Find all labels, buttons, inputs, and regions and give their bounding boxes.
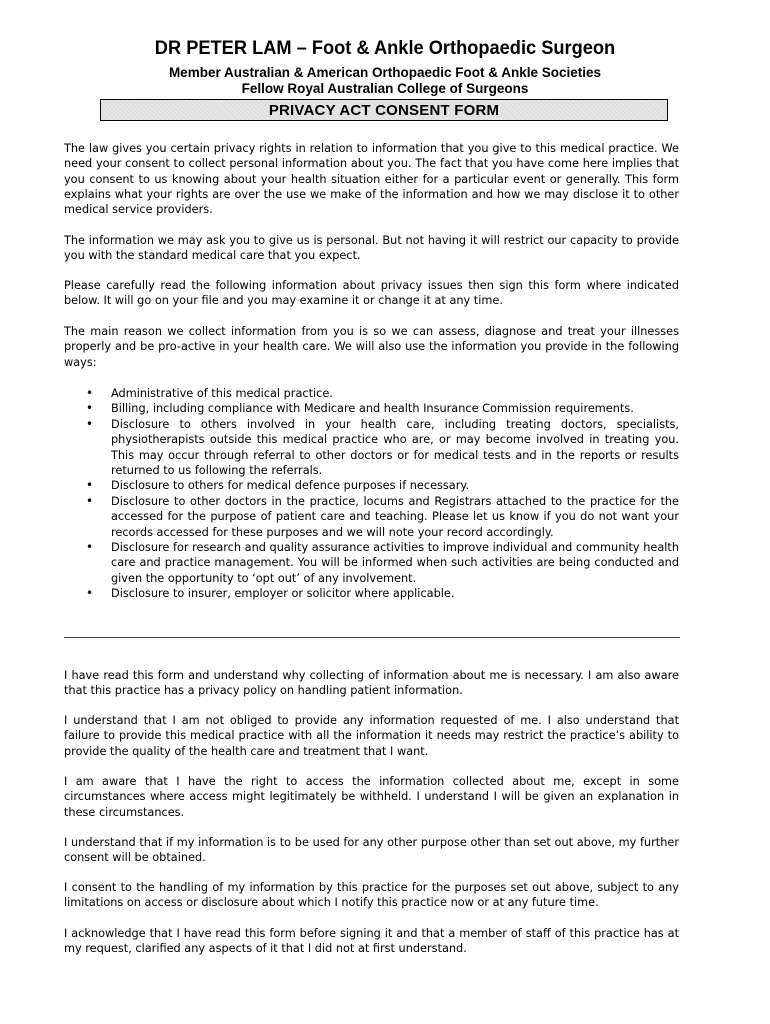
declaration-6 <box>64 926 679 957</box>
list-item <box>64 401 679 416</box>
list-item-text: Administrative of this medical practice. <box>111 387 333 400</box>
section-divider <box>64 637 680 638</box>
doctor-title: DR PETER LAM – Foot & Ankle Orthopaedic Surgeon <box>154 38 616 59</box>
bullet-icon: • <box>86 386 94 400</box>
membership-line: Member Australian & American Orthopaedic Foot & Ankle Societies <box>168 65 602 80</box>
paragraph-text: I acknowledge that I have read this form before signing it and that a member of staff of this practice has at my request, clarified any aspects of it that I did not at first understand. <box>64 927 679 956</box>
paragraph-text: I understand that if my information is to be used for any other purpose other than set out above, my further consent will be obtained. <box>64 836 679 865</box>
information-uses-list <box>64 386 679 602</box>
list-item <box>64 494 679 540</box>
declaration-2 <box>64 713 679 759</box>
paragraph-text: Please carefully read the following information about privacy issues then sign this form where indicated below. It will go on your file and you may examine it or change it at any time. <box>64 279 679 308</box>
paragraph-text: The information we may ask you to give us is personal. But not having it will restrict our capacity to provide you with the standard medical care that you expect. <box>64 234 679 263</box>
bullet-icon: • <box>86 586 94 601</box>
list-item-text: Disclosure to insurer, employer or solicitor where applicable. <box>111 587 455 601</box>
declaration-1 <box>64 668 679 699</box>
paragraph-text: The main reason we collect information from you is so we can assess, diagnose and treat your illnesses properly and be pro-active in your health care. We will also use the information you provide in the following ways: <box>64 325 679 369</box>
list-item-text: Billing, including compliance with Medicare and health Insurance Commission requirements. <box>111 402 634 416</box>
declaration-4 <box>64 835 679 866</box>
list-item-text: Disclosure to others for medical defence purposes if necessary. <box>111 479 470 493</box>
bullet-icon: • <box>86 401 94 416</box>
paragraph-text: I have read this form and understand why collecting of information about me is necessary. I am also aware that this practice has a privacy policy on handling patient information. <box>64 669 679 698</box>
list-item <box>64 540 679 586</box>
list-item-text: Disclosure for research and quality assurance activities to improve individual and community health care and practice management. You will be informed when such activities are being conducted and given the opportunity to ‘opt out’ of any involvement. <box>111 541 679 585</box>
form-title: PRIVACY ACT CONSENT FORM <box>268 101 500 119</box>
bullet-icon: • <box>86 478 94 493</box>
form-title-box <box>100 99 668 121</box>
paragraph-text: I am aware that I have the right to access the information collected about me, except in some circumstances where access might legitimately be withheld. I understand I will be given an explanation in these circumstances. <box>64 775 679 819</box>
declaration-5 <box>64 880 679 911</box>
fellowship-line: Fellow Royal Australian College of Surgeons <box>241 81 529 96</box>
bullet-icon: • <box>86 416 94 431</box>
paragraph-text: I consent to the handling of my information by this practice for the purposes set out above, subject to any limitations on access or disclosure about which I notify this practice now or at any future time. <box>64 881 679 910</box>
list-item <box>64 478 679 493</box>
list-item <box>64 417 679 479</box>
intro-paragraph-3 <box>64 278 679 309</box>
declaration-3 <box>64 774 679 820</box>
bullet-icon: • <box>86 493 94 508</box>
list-item-text: Disclosure to other doctors in the practice, locums and Registrars attached to the practice for the accessed for the purpose of patient care and teaching. Please let us know if you do not want your records accessed for these purposes and we will note your record accordingly. <box>111 494 679 539</box>
list-item <box>64 586 679 601</box>
paragraph-text: I understand that I am not obliged to provide any information requested of me. I also understand that failure to provide this medical practice with all the information it needs may restrict the practice’s ability to provide the quality of the health care and treatment that I want. <box>64 714 679 758</box>
intro-paragraph-2 <box>64 233 679 264</box>
intro-paragraph-1 <box>64 141 679 217</box>
intro-paragraph-4 <box>64 324 679 370</box>
list-item <box>64 386 679 401</box>
paragraph-text: The law gives you certain privacy rights in relation to information that you give to this medical practice. We need your consent to collect personal information about you. The fact that you have come here implies that you consent to us knowing about your health situation either for a particular event or generally. This form explains what your rights are over the use we make of the information and how we may disclose it to other medical service providers. <box>64 142 679 217</box>
list-item-text: Disclosure to others involved in your health care, including treating doctors, specialists, physiotherapists outside this medical practice who are, or may become involved in treating you. This may occur through referral to other doctors or for medical tests and in the reports or results returned to us following the referrals. <box>111 417 679 478</box>
bullet-icon: • <box>86 540 94 555</box>
